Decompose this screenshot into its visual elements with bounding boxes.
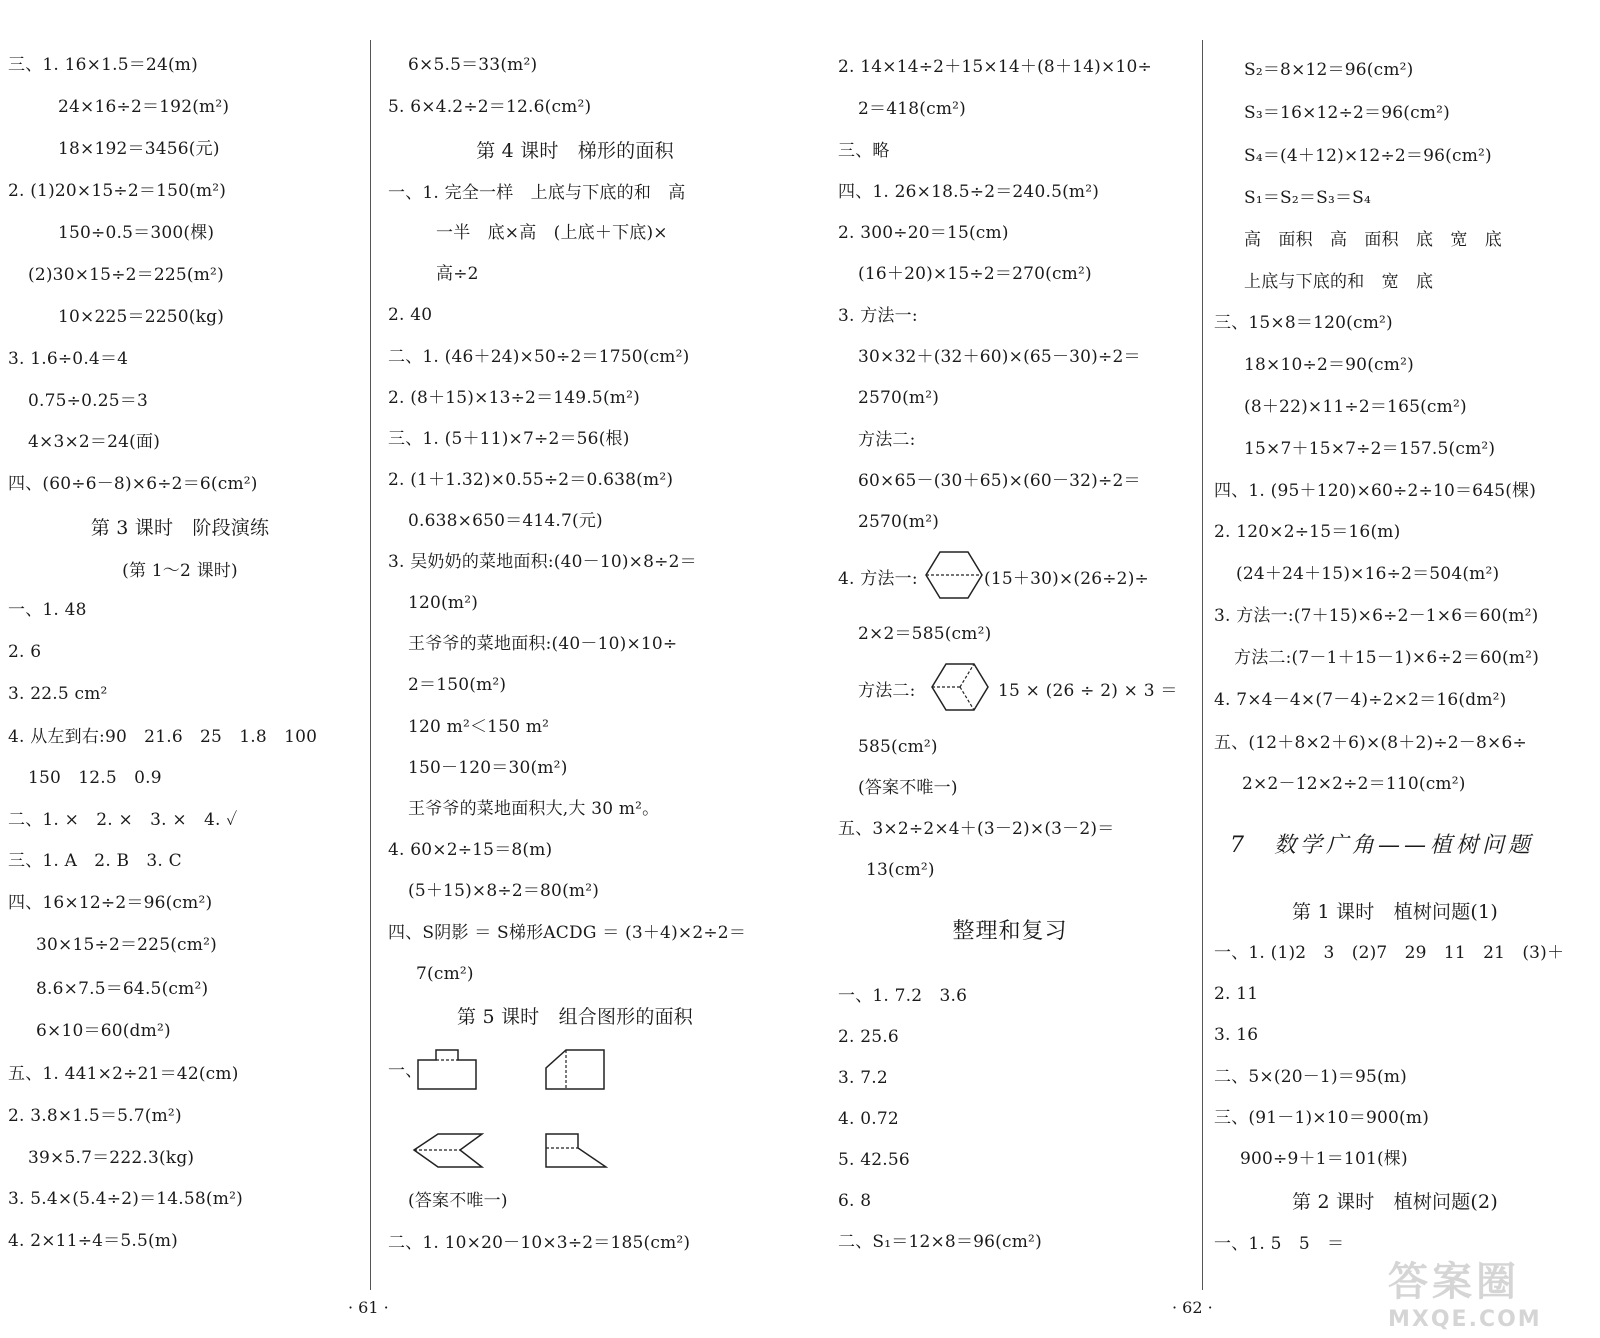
column-divider: [370, 40, 371, 1290]
answer-line: 二、5×(20－1)＝95(m): [1214, 1067, 1407, 1087]
answer-line: 3. 方法一:(7＋15)×6÷2－1×6＝60(m²): [1214, 606, 1539, 626]
answer-line: 2＝150(m²): [408, 675, 507, 695]
answer-line: 2. 120×2÷15＝16(m): [1214, 522, 1401, 542]
answer-line: 四、16×12÷2＝96(cm²): [8, 893, 213, 913]
column-3: [830, 0, 1200, 1290]
answer-line: (答案不唯一): [858, 778, 958, 798]
answer-line: 王爷爷的菜地面积大,大 30 m²。: [408, 799, 660, 819]
answer-line: 585(cm²): [858, 737, 938, 757]
column-4: [1210, 0, 1600, 1290]
watermark-logo: [1388, 1250, 1588, 1330]
answer-line: 24×16÷2＝192(m²): [58, 97, 230, 117]
answer-line: 四、1. (95＋120)×60÷2÷10＝645(棵): [1214, 481, 1537, 501]
answer-line: 900÷9＋1＝101(棵): [1240, 1149, 1408, 1169]
answer-line: 2. 40: [388, 305, 433, 325]
answer-line: 一、1. 7.2 3.6: [838, 986, 968, 1006]
column-divider: [1202, 40, 1203, 1290]
section-heading: 第 2 课时 植树问题(2): [1292, 1191, 1498, 1213]
answer-line: 4. 方法一:: [838, 569, 918, 589]
answer-line: (24＋24＋15)×16÷2＝504(m²): [1236, 564, 1500, 584]
answer-line: 30×15÷2＝225(cm²): [36, 935, 217, 955]
answer-line: (8＋22)×11÷2＝165(cm²): [1244, 397, 1467, 417]
answer-line: (2)30×15÷2＝225(m²): [28, 265, 224, 285]
answer-line: 二、1. × 2. × 3. × 4. ✓: [8, 810, 238, 830]
answer-line: 18×10÷2＝90(cm²): [1244, 355, 1414, 375]
answer-line: 四、1. 26×18.5÷2＝240.5(m²): [838, 182, 1100, 202]
page-number-left: · 61 ·: [348, 1298, 389, 1317]
answer-line: 高÷2: [436, 264, 479, 284]
answer-line: S₄＝(4＋12)×12÷2＝96(cm²): [1244, 146, 1492, 166]
watermark-top: 答案圈: [1388, 1259, 1520, 1305]
watermark-bottom: MXQE.COM: [1388, 1307, 1542, 1332]
answer-line: S₁＝S₂＝S₃＝S₄: [1244, 188, 1372, 208]
answer-line: 2×2－12×2÷2＝110(cm²): [1242, 774, 1466, 794]
answer-line: 2. (1＋1.32)×0.55÷2＝0.638(m²): [388, 470, 674, 490]
answer-line: 2×2＝585(cm²): [858, 624, 992, 644]
answer-line: 二、1. 10×20－10×3÷2＝185(cm²): [388, 1233, 691, 1253]
answer-line: 五、1. 441×2÷21＝42(cm): [8, 1064, 239, 1084]
answer-line: 2570(m²): [858, 388, 940, 408]
answer-line: 二、1. (46＋24)×50÷2＝1750(cm²): [388, 347, 690, 367]
answer-line: (16＋20)×15÷2＝270(cm²): [858, 264, 1092, 284]
answer-line: 四、S阴影 ＝ S梯形ACDG ＝ (3＋4)×2÷2＝: [388, 923, 747, 943]
answer-line: 2. 11: [1214, 984, 1259, 1004]
answer-line: 方法二:: [858, 681, 916, 701]
answer-line: 4. 从左到右:90 21.6 25 1.8 100: [8, 727, 318, 747]
answer-line: 150 12.5 0.9: [28, 768, 162, 788]
column-1: [0, 0, 360, 1290]
answer-line: 2. 25.6: [838, 1027, 899, 1047]
answer-line: (5＋15)×8÷2＝80(m²): [408, 881, 600, 901]
answer-line: 5. 6×4.2÷2＝12.6(cm²): [388, 97, 592, 117]
answer-line: 三、略: [838, 141, 890, 161]
composite-shape-3: [412, 1130, 484, 1172]
answer-line: 10×225＝2250(kg): [58, 307, 225, 327]
answer-line: 五、3×2÷2×4＋(3－2)×(3－2)＝: [838, 819, 1115, 839]
answer-line: 4. 0.72: [838, 1109, 899, 1129]
answer-line: 15×7＋15×7÷2＝157.5(cm²): [1244, 439, 1496, 459]
answer-line: 0.638×650＝414.7(元): [408, 511, 603, 531]
chapter-heading: 7 数学广角——植树问题: [1230, 833, 1534, 858]
answer-line: 5. 42.56: [838, 1150, 910, 1170]
answer-line: 6. 8: [838, 1191, 872, 1211]
answer-line: 3. 方法一:: [838, 306, 918, 326]
answer-line: 150÷0.5＝300(棵): [58, 223, 215, 243]
answer-line: 2. 6: [8, 642, 42, 662]
answer-line: 2＝418(cm²): [858, 99, 966, 119]
answer-line: 6×5.5＝33(m²): [408, 55, 538, 75]
section-heading: 第 1 课时 植树问题(1): [1292, 901, 1498, 923]
column-2: [380, 0, 780, 1290]
answer-line: 三、15×8＝120(cm²): [1214, 313, 1393, 333]
answer-line: 高 面积 高 面积 底 宽 底: [1244, 230, 1502, 250]
composite-shape-2: [544, 1046, 608, 1092]
answer-line: (答案不唯一): [408, 1191, 508, 1211]
page-number-right: · 62 ·: [1172, 1298, 1213, 1317]
answer-line: 4. 7×4－4×(7－4)÷2×2＝16(dm²): [1214, 690, 1507, 710]
answer-line: 三、(91－1)×10＝900(m): [1214, 1108, 1430, 1128]
answer-line: 2. 3.8×1.5＝5.7(m²): [8, 1106, 182, 1126]
answer-line: 39×5.7＝222.3(kg): [28, 1148, 195, 1168]
answer-line: 四、(60÷6－8)×6÷2＝6(cm²): [8, 474, 258, 494]
answer-line: 一半 底×高 (上底＋下底)×: [436, 223, 668, 243]
answer-line: 30×32＋(32＋60)×(65－30)÷2＝: [858, 347, 1141, 367]
answer-line: 三、1. A 2. B 3. C: [8, 851, 182, 871]
answer-line: 6×10＝60(dm²): [36, 1021, 171, 1041]
answer-line: 3. 5.4×(5.4÷2)＝14.58(m²): [8, 1189, 243, 1209]
answer-line: (15＋30)×(26÷2)÷: [984, 569, 1149, 589]
answer-line: 8.6×7.5＝64.5(cm²): [36, 979, 209, 999]
answer-line: 2. 14×14÷2＋15×14＋(8＋14)×10÷: [838, 57, 1152, 77]
answer-line: 上底与下底的和 宽 底: [1244, 272, 1434, 292]
answer-line: 7(cm²): [416, 964, 474, 984]
answer-line: 60×65－(30＋65)×(60－32)÷2＝: [858, 471, 1141, 491]
answer-line: 一、1. (1)2 3 (2)7 29 11 21 (3)＋: [1214, 943, 1565, 963]
answer-line: 方法二:: [858, 430, 916, 450]
answer-line: 4×3×2＝24(面): [28, 432, 161, 452]
answer-line: 2. 300÷20＝15(cm): [838, 223, 1009, 243]
section-heading: 第 5 课时 组合图形的面积: [457, 1006, 693, 1028]
hexagon-split-horizontal: [924, 548, 984, 602]
answer-line: 3. 22.5 cm²: [8, 684, 108, 704]
composite-shape-4: [542, 1130, 608, 1172]
answer-line: 0.75÷0.25＝3: [28, 391, 148, 411]
answer-line: 2. (1)20×15÷2＝150(m²): [8, 181, 227, 201]
answer-line: S₂＝8×12＝96(cm²): [1244, 60, 1414, 80]
answer-line: 13(cm²): [866, 860, 935, 880]
answer-line: 五、(12＋8×2＋6)×(8＋2)÷2－8×6÷: [1214, 733, 1527, 753]
answer-line: 2. (8＋15)×13÷2＝149.5(m²): [388, 388, 640, 408]
answer-line: 方法二:(7－1＋15－1)×6÷2＝60(m²): [1234, 648, 1540, 668]
answer-line: 18×192＝3456(元): [58, 139, 220, 159]
answer-line: 2570(m²): [858, 512, 940, 532]
composite-shape-1: [416, 1046, 480, 1092]
section-subheading: (第 1～2 课时): [122, 561, 238, 581]
answer-line: 3. 1.6÷0.4＝4: [8, 349, 129, 369]
answer-line: 一、: [388, 1061, 423, 1081]
hexagon-split-center: [930, 660, 990, 714]
answer-line: 3. 吴奶奶的菜地面积:(40－10)×8÷2＝: [388, 552, 697, 572]
answer-line: 3. 7.2: [838, 1068, 888, 1088]
answer-line: 王爷爷的菜地面积:(40－10)×10÷: [408, 634, 678, 654]
answer-line: 三、1. (5＋11)×7÷2＝56(根): [388, 429, 630, 449]
answer-line: 4. 60×2÷15＝8(m): [388, 840, 553, 860]
answer-line: S₃＝16×12÷2＝96(cm²): [1244, 103, 1450, 123]
answer-line: 二、S₁＝12×8＝96(cm²): [838, 1232, 1042, 1252]
answer-line: 一、1. 48: [8, 600, 87, 620]
answer-line: 一、1. 5 5 ＝: [1214, 1234, 1345, 1254]
section-heading: 第 3 课时 阶段演练: [90, 517, 270, 539]
answer-line: 三、1. 16×1.5＝24(m): [8, 55, 198, 75]
answer-line: 15 × (26 ÷ 2) × 3 ＝: [998, 681, 1178, 701]
section-heading-review: 整理和复习: [952, 919, 1068, 944]
answer-line: 4. 2×11÷4＝5.5(m): [8, 1231, 178, 1251]
answer-line: 150－120＝30(m²): [408, 758, 568, 778]
answer-line: 一、1. 完全一样 上底与下底的和 高: [388, 183, 686, 203]
answer-line: 120(m²): [408, 593, 479, 613]
answer-line: 3. 16: [1214, 1025, 1259, 1045]
section-heading: 第 4 课时 梯形的面积: [476, 140, 674, 162]
answer-line: 120 m²＜150 m²: [408, 717, 550, 737]
